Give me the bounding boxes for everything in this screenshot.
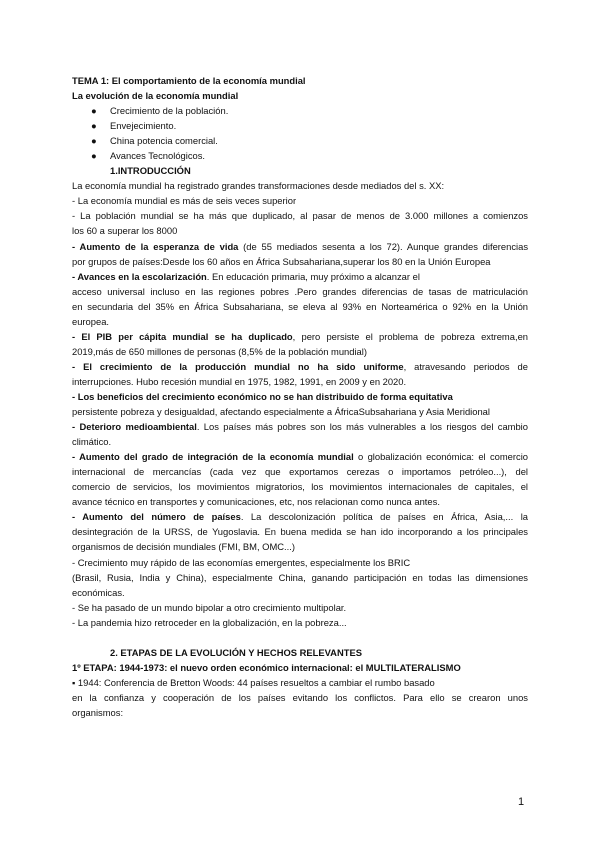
- text-run: por grupos de países:Desde los 60 años en África Subsahariana,superar los 80 en la Unión Europea: [72, 255, 491, 267]
- text-run: climático.: [72, 436, 112, 448]
- bullet-item: [72, 103, 528, 118]
- bold-run: - Aumento del número de países: [72, 511, 241, 523]
- text-run: persistente pobreza y desigualdad, afectando especialmente a ÁfricaSubsahariana y Asia Meridional: [72, 406, 490, 418]
- text-run: o globalización económica: el comercio: [353, 451, 528, 463]
- document-page: [72, 73, 528, 720]
- text-line: [72, 539, 528, 554]
- text-run: , pero persiste el problema de pobreza extrema,en: [292, 330, 528, 342]
- doc-title: TEMA 1: El comportamiento de la economía mundial: [72, 75, 306, 86]
- text-line: [72, 208, 528, 223]
- text-line: [72, 479, 528, 494]
- text-run: (Brasil, Rusia, India y China), especialmente China, ganando participación en todas las dimensiones: [72, 571, 528, 583]
- text-run: (de 55 mediados sesenta a los 72). Aunque grandes diferencias: [238, 240, 528, 252]
- text-line: [72, 600, 528, 615]
- text-run: en secundaria del 35% en África Subsahariana, se eleva al 93% en Norteamérica o 92% en la Unión: [72, 300, 528, 312]
- text-run: - La economía mundial es más de seis veces superior: [72, 195, 297, 207]
- text-line: [72, 223, 528, 238]
- text-run: La economía mundial ha registrado grandes transformaciones desde mediados del s. XX:: [72, 180, 445, 192]
- text-run: . Los países más pobres son los más vulnerables a los riesgos del cambio: [196, 421, 528, 433]
- text-run: desintegración de la URSS, de Yugoslavia. En buena medida se han ido incorporando a los principales: [72, 526, 528, 538]
- bold-run: - El crecimiento de la producción mundial no ha sido uniforme: [72, 360, 404, 372]
- text-line: [72, 524, 528, 539]
- text-line: [72, 570, 528, 585]
- bullet-text: Avances Tecnológicos.: [110, 150, 206, 162]
- text-line: [72, 615, 528, 630]
- stage1-heading: 1º ETAPA: 1944-1973: el nuevo orden económico internacional: el MULTILATERALISMO: [72, 661, 461, 673]
- text-run: . La descolonización política de países en África, Asia,... la: [240, 511, 528, 523]
- bullet-text: Envejecimiento.: [110, 120, 177, 132]
- text-line: [72, 675, 528, 690]
- text-run: los 60 a superar los 8000: [72, 225, 178, 237]
- spacer: [72, 630, 528, 645]
- text-line: [72, 284, 528, 299]
- text-line: [72, 690, 528, 705]
- text-line: [72, 359, 528, 374]
- intro-heading: 1.INTRODUCCIÓN: [110, 165, 191, 177]
- text-run: ▪ 1944: Conferencia de Bretton Woods: 44 países resueltos a cambiar el rumbo basado: [72, 676, 435, 688]
- bold-run: - El PIB per cápita mundial se ha duplicado: [72, 330, 293, 342]
- text-run: en la confianza y cooperación de los países evitando los conflictos. Para ello se crearon unos: [72, 691, 528, 703]
- text-line: [72, 434, 528, 449]
- text-line: [72, 464, 528, 479]
- text-run: comercio de servicios, los movimientos migratorios, los movimientos internacionales de capitales, el: [72, 481, 528, 493]
- text-line: [72, 329, 528, 344]
- text-run: avance técnico en transportes y comunicaciones, etc, nos relacionan como nunca antes.: [72, 496, 440, 508]
- bullet-dot-icon: ●: [91, 150, 97, 162]
- text-run: - Crecimiento muy rápido de las economías emergentes, especialmente los BRIC: [72, 556, 411, 568]
- text-run: 2019,más de 650 millones de personas (8,5% de la población mundial): [72, 345, 367, 357]
- bullet-text: Crecimiento de la población.: [110, 105, 229, 117]
- bold-run: - Deterioro medioambiental: [72, 421, 197, 433]
- bold-run: - Aumento del grado de integración de la economía mundial: [72, 451, 354, 463]
- text-line: [72, 344, 528, 359]
- section2-heading: 2. ETAPAS DE LA EVOLUCIÓN Y HECHOS RELEVANTES: [110, 646, 362, 658]
- bullet-dot-icon: ●: [91, 120, 97, 132]
- bullet-dot-icon: ●: [91, 105, 97, 117]
- text-line: [72, 555, 528, 570]
- bullet-dot-icon: ●: [91, 135, 97, 147]
- text-line: [72, 509, 528, 524]
- bold-run: - Avances en la escolarización: [72, 270, 207, 282]
- text-line: [72, 254, 528, 269]
- bullet-item: [72, 148, 528, 163]
- bullet-list: [72, 103, 528, 163]
- text-line: [72, 585, 528, 600]
- text-run: organismos:: [72, 706, 124, 718]
- bullet-text: China potencia comercial.: [110, 135, 218, 147]
- text-line: [72, 374, 528, 389]
- text-run: - La pandemia hizo retroceder en la globalización, en la pobreza...: [72, 616, 347, 628]
- text-run: - La población mundial se ha más que duplicado, al pasar de menos de 3.000 millones a comienzos: [72, 210, 528, 222]
- text-line: [72, 449, 528, 464]
- bold-run: - Los beneficios del crecimiento económico no se han distribuido de forma equitativa: [72, 390, 453, 402]
- text-run: organismos de decisión mundiales (FMI, BM, OMC...): [72, 541, 295, 553]
- text-line: [72, 314, 528, 329]
- text-line: [72, 404, 528, 419]
- text-run: - Se ha pasado de un mundo bipolar a otro crecimiento multipolar.: [72, 601, 347, 613]
- text-line: [72, 299, 528, 314]
- text-run: . En educación primaria, muy próximo a alcanzar el: [206, 270, 420, 282]
- stage1-body: [72, 675, 528, 720]
- doc-subtitle: La evolución de la economía mundial: [72, 90, 239, 102]
- bullet-item: [72, 118, 528, 133]
- text-line: [72, 239, 528, 254]
- intro-body: [72, 178, 528, 629]
- text-run: internacional de mercancías (cada vez que exportamos cerezas o importamos petróleo...), del: [72, 466, 528, 478]
- text-run: económicas.: [72, 586, 125, 598]
- bullet-item: [72, 133, 528, 148]
- text-run: interrupciones. Hubo recesión mundial en 1975, 1982, 1991, en 2009 y en 2020.: [72, 375, 407, 387]
- text-line: [72, 419, 528, 434]
- bold-run: - Aumento de la esperanza de vida: [72, 240, 239, 252]
- text-line: [72, 178, 528, 193]
- text-line: [72, 269, 528, 284]
- text-run: , atravesando periodos de: [403, 360, 528, 372]
- text-line: [72, 705, 528, 720]
- text-line: [72, 389, 528, 404]
- text-line: [72, 193, 528, 208]
- text-run: acceso universal incluso en las regiones pobres .Pero grandes diferencias de tasas de matriculación: [72, 285, 528, 297]
- page-number: 1: [518, 796, 525, 808]
- text-run: europea.: [72, 315, 110, 327]
- text-line: [72, 494, 528, 509]
